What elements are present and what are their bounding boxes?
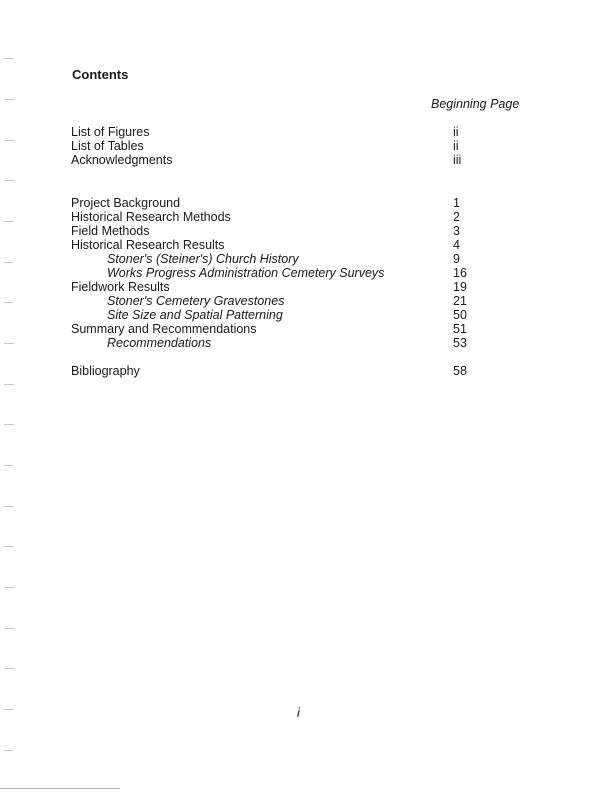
margin-tick bbox=[4, 384, 14, 385]
toc-entry-page: 58 bbox=[453, 364, 467, 378]
margin-tick bbox=[4, 750, 14, 751]
toc-entry-title: List of Tables bbox=[71, 139, 144, 153]
margin-tick bbox=[4, 546, 14, 547]
toc-entry-summary-and-recommendations[interactable] bbox=[71, 322, 491, 336]
margin-tick bbox=[4, 99, 14, 100]
toc-entry-page: 1 bbox=[453, 196, 460, 210]
toc-entry-title: Historical Research Results bbox=[71, 238, 225, 252]
margin-tick bbox=[4, 302, 14, 303]
toc-entry-title: Site Size and Spatial Patterning bbox=[107, 308, 283, 322]
toc-entry-historical-research-results[interactable] bbox=[71, 238, 491, 252]
toc-entry-page: 51 bbox=[453, 322, 467, 336]
toc-entry-title: Bibliography bbox=[71, 364, 140, 378]
toc-entry-acknowledgments[interactable] bbox=[71, 153, 491, 167]
margin-tick bbox=[4, 140, 14, 141]
toc-entry-list-of-tables[interactable] bbox=[71, 139, 491, 153]
margin-tick bbox=[4, 709, 14, 710]
toc-entry-list-of-figures[interactable] bbox=[71, 125, 491, 139]
binder-margin-ticks bbox=[0, 0, 20, 792]
margin-tick bbox=[4, 465, 14, 466]
margin-tick bbox=[4, 424, 14, 425]
scan-edge-line bbox=[0, 788, 120, 789]
toc-entry-church-history[interactable] bbox=[71, 252, 491, 266]
toc-entry-page: ii bbox=[453, 139, 459, 153]
beginning-page-column-header: Beginning Page bbox=[431, 97, 520, 111]
toc-entry-page: 2 bbox=[453, 210, 460, 224]
margin-tick bbox=[4, 262, 14, 263]
toc-entry-page: iii bbox=[453, 153, 462, 167]
toc-entry-title: Stoner's Cemetery Gravestones bbox=[107, 294, 285, 308]
page-title: Contents bbox=[72, 67, 129, 82]
margin-tick bbox=[4, 506, 14, 507]
margin-tick bbox=[4, 58, 14, 59]
toc-entry-page: 50 bbox=[453, 308, 467, 322]
toc-entry-title: Historical Research Methods bbox=[71, 210, 231, 224]
toc-entry-title: Recommendations bbox=[107, 336, 212, 350]
table-of-contents bbox=[71, 0, 491, 792]
toc-entry-project-background[interactable] bbox=[71, 196, 491, 210]
toc-entry-title: Project Background bbox=[71, 196, 181, 210]
toc-entry-field-methods[interactable] bbox=[71, 224, 491, 238]
margin-tick bbox=[4, 587, 14, 588]
toc-entry-fieldwork-results[interactable] bbox=[71, 280, 491, 294]
toc-entry-page: ii bbox=[453, 125, 459, 139]
page-number: i bbox=[297, 705, 300, 720]
toc-entry-title: List of Figures bbox=[71, 125, 150, 139]
toc-entry-site-size-spatial-patterning[interactable] bbox=[71, 308, 491, 322]
margin-tick bbox=[4, 628, 14, 629]
toc-entry-page: 16 bbox=[453, 266, 467, 280]
toc-entry-wpa-cemetery-surveys[interactable] bbox=[71, 266, 491, 280]
toc-entry-title: Stoner's (Steiner's) Church History bbox=[107, 252, 299, 266]
toc-entry-historical-research-methods[interactable] bbox=[71, 210, 491, 224]
toc-entry-bibliography[interactable] bbox=[71, 364, 491, 378]
toc-entry-page: 53 bbox=[453, 336, 467, 350]
margin-tick bbox=[4, 343, 14, 344]
toc-entry-title: Works Progress Administration Cemetery Surveys bbox=[107, 266, 385, 280]
margin-tick bbox=[4, 221, 14, 222]
toc-entry-title: Acknowledgments bbox=[71, 153, 173, 167]
toc-entry-title: Summary and Recommendations bbox=[71, 322, 257, 336]
toc-entry-page: 9 bbox=[453, 252, 460, 266]
toc-entry-page: 19 bbox=[453, 280, 467, 294]
margin-tick bbox=[4, 180, 14, 181]
toc-entry-recommendations[interactable] bbox=[71, 336, 491, 350]
toc-entry-page: 21 bbox=[453, 294, 467, 308]
margin-tick bbox=[4, 668, 14, 669]
toc-entry-cemetery-gravestones[interactable] bbox=[71, 294, 491, 308]
toc-entry-title: Field Methods bbox=[71, 224, 150, 238]
toc-entry-title: Fieldwork Results bbox=[71, 280, 170, 294]
toc-entry-page: 4 bbox=[453, 238, 460, 252]
toc-entry-page: 3 bbox=[453, 224, 460, 238]
